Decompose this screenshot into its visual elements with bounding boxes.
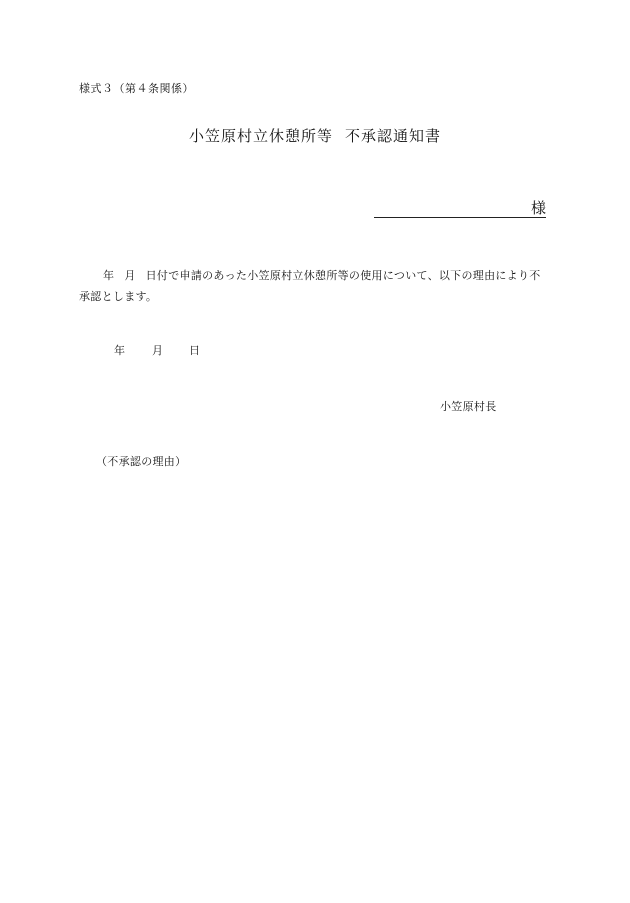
notice-body	[79, 265, 549, 307]
date-year: 年	[114, 344, 125, 357]
body-text: 日付で申請のあった小笠原村立休憩所等の使用について、以下の理由により不承認とします。	[79, 269, 541, 303]
addressee-line	[374, 199, 546, 218]
issuer-name: 小笠原村長	[440, 400, 497, 413]
body-year: 年	[103, 269, 115, 282]
title-sub: 不承認通知書	[345, 127, 442, 145]
date-month: 月	[152, 344, 163, 357]
issue-date	[114, 342, 200, 358]
body-month: 月	[124, 269, 136, 282]
document-title	[0, 125, 630, 146]
date-day: 日	[189, 344, 200, 357]
title-main: 小笠原村立休憩所等	[188, 127, 333, 145]
form-number: 様式３（第４条関係）	[79, 82, 194, 95]
reason-label: （不承認の理由）	[96, 455, 187, 468]
addressee-honorific: 様	[530, 199, 546, 217]
